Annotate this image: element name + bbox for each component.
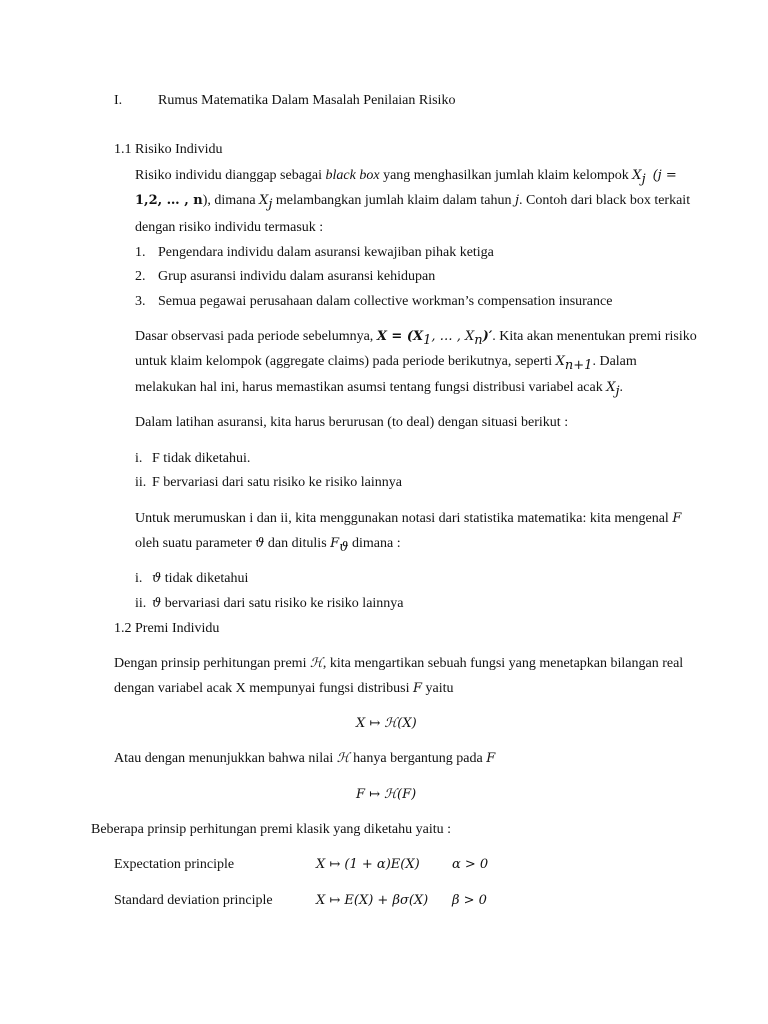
paragraph-line: dengan variabel acak X mempunyai fungsi distribusi F yaitu — [114, 681, 454, 696]
paragraph-line: untuk klaim kelompok (aggregate claims) pada periode berikutnya, seperti $X_{n+1}$. Dalam — [135, 354, 637, 373]
equation-map-x: X ↦ ℋ(X) — [356, 716, 417, 731]
roman-item: ii. — [135, 596, 147, 611]
paragraph-line: melakukan hal ini, harus memastikan asumsi tentang fungsi distribusi variabel acak $X_j$. — [135, 380, 624, 399]
paragraph-line: dengan risiko individu termasuk : — [135, 220, 324, 235]
principle-condition: β > 0 — [452, 893, 487, 908]
section-title-1-2: 1.2 Premi Individu — [114, 621, 220, 636]
roman-item-text: ϑ tidak diketahui — [152, 571, 249, 586]
equation-map-f: F ↦ ℋ(F) — [356, 787, 417, 802]
list-item: 3. — [135, 294, 146, 309]
paragraph-line: Risiko individu dianggap sebagai black box yang menghasilkan jumlah klaim kelompok $X_j$ (j = — [135, 168, 677, 187]
roman-item: i. — [135, 451, 143, 466]
paragraph-line: oleh suatu parameter ϑ dan ditulis $F_ϑ$ dimana : — [135, 536, 401, 555]
roman-item: ii. — [135, 475, 147, 490]
heading-title: Rumus Matematika Dalam Masalah Penilaian Risiko — [158, 93, 456, 108]
roman-item-text: F tidak diketahui. — [152, 451, 251, 466]
black-box-term: black box — [325, 168, 380, 183]
principle-name: Expectation principle — [114, 857, 235, 872]
principle-name: Standard deviation principle — [114, 893, 273, 908]
list-item: 1. — [135, 245, 146, 260]
principle-formula: X ↦ (1 + α)E(X) — [316, 857, 420, 872]
principle-formula: X ↦ E(X) + βσ(X) — [316, 893, 429, 908]
paragraph-line: Untuk merumuskan i dan ii, kita menggunakan notasi dari statistika matematika: kita mengenal F — [135, 511, 682, 526]
list-item-text: Grup asuransi individu dalam asuransi kehidupan — [158, 269, 436, 284]
paragraph-line: Dengan prinsip perhitungan premi ℋ, kita mengartikan sebuah fungsi yang menetapkan bilangan real — [114, 656, 684, 671]
paragraph-line: Atau dengan menunjukkan bahwa nilai ℋ hanya bergantung pada F — [114, 751, 496, 766]
list-item-text: Pengendara individu dalam asuransi kewajiban pihak ketiga — [158, 245, 494, 260]
paragraph-line: Dasar observasi pada periode sebelumnya, $X = (X_1$, … , $X_n)'$. Kita akan menentukan premi risiko — [135, 329, 697, 348]
roman-item-text: F bervariasi dari satu risiko ke risiko lainnya — [152, 475, 402, 490]
paragraph-line: Beberapa prinsip perhitungan premi klasik yang diketahu yaitu : — [91, 822, 452, 837]
principle-condition: α > 0 — [452, 857, 489, 872]
paragraph-line: 1,2, … , n), dimana $X_j$ melambangkan jumlah klaim dalam tahun j. Contoh dari black box terkait — [135, 193, 691, 212]
list-item: 2. — [135, 269, 146, 284]
heading-number: I. — [114, 93, 123, 108]
roman-item-text: ϑ bervariasi dari satu risiko ke risiko lainnya — [152, 596, 404, 611]
paragraph-line: Dalam latihan asuransi, kita harus berurusan (to deal) dengan situasi berikut : — [135, 415, 569, 430]
roman-item: i. — [135, 571, 143, 586]
list-item-text: Semua pegawai perusahaan dalam collective workman’s compensation insurance — [158, 294, 613, 309]
section-title-1-1: 1.1 Risiko Individu — [114, 142, 223, 157]
